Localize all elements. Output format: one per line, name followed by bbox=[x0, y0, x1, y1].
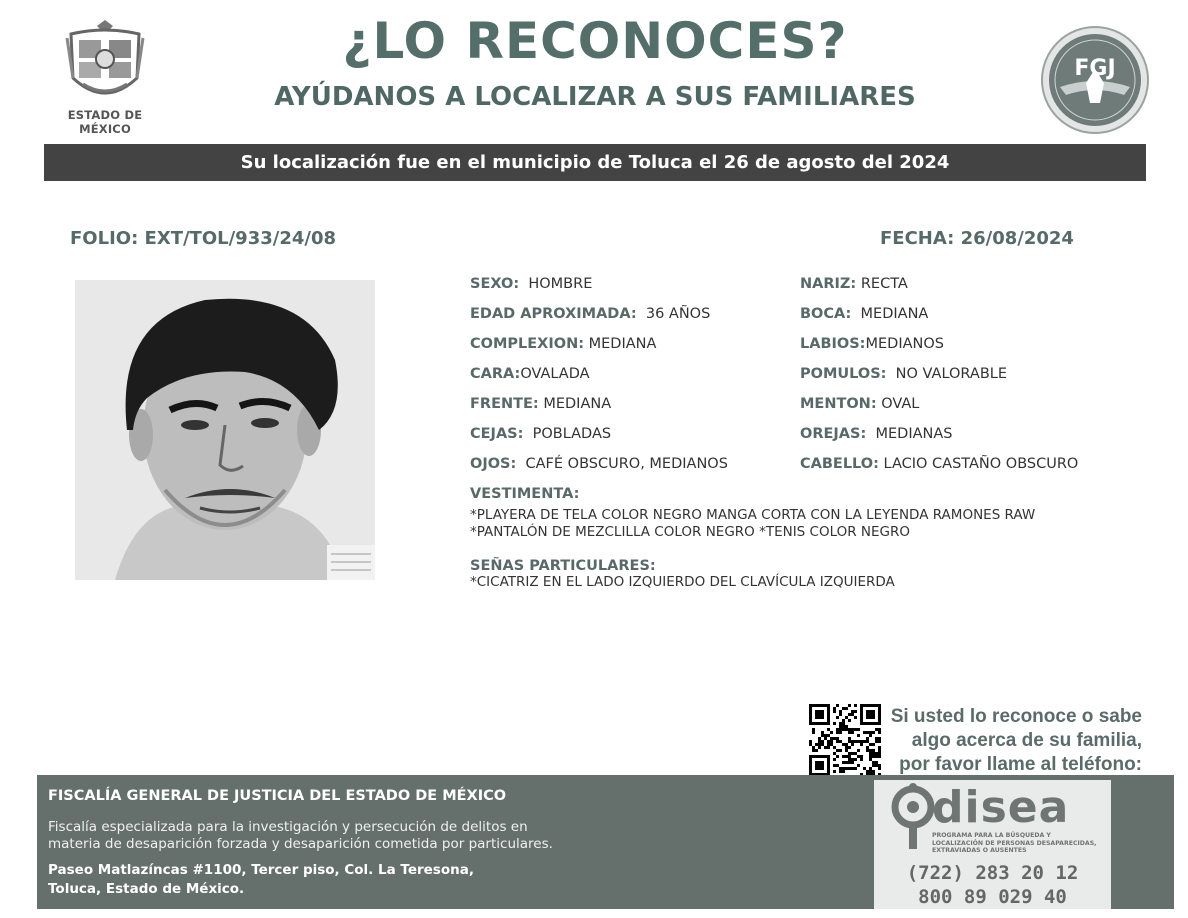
odisea-wordmark: disea bbox=[932, 782, 1070, 833]
footer bbox=[37, 775, 1174, 909]
footer-description-line-1: Fiscalía especializada para la investigación y persecución de delitos en bbox=[48, 819, 528, 835]
fgj-logo bbox=[1040, 25, 1150, 135]
detail-labios: LABIOS:MEDIANOS bbox=[800, 336, 944, 352]
state-caption: ESTADO DE MÉXICO bbox=[67, 108, 143, 136]
phone-number-1[interactable]: (722) 283 20 12 bbox=[906, 862, 1079, 884]
detail-nariz: NARIZ: RECTA bbox=[800, 276, 908, 292]
qr-code[interactable] bbox=[809, 704, 881, 776]
detail-ojos: OJOS: CAFÉ OBSCURO, MEDIANOS bbox=[470, 456, 728, 472]
odisea-logo-icon bbox=[891, 783, 935, 853]
footer-address-line-1: Paseo Matlazíncas #1100, Tercer piso, Col. La Teresona, bbox=[48, 862, 474, 878]
composite-portrait bbox=[75, 280, 375, 580]
call-line-3: por favor llame al teléfono: bbox=[899, 754, 1142, 775]
footer-address bbox=[48, 861, 474, 899]
footer-address-line-2: Toluca, Estado de México. bbox=[48, 881, 245, 897]
fgj-seal-icon bbox=[1040, 25, 1150, 135]
vestimenta-line-2: *PANTALÓN DE MEZCLILLA COLOR NEGRO *TENIS COLOR NEGRO bbox=[470, 524, 911, 540]
vestimenta-line-1: *PLAYERA DE TELA COLOR NEGRO MANGA CORTA CON LA LEYENDA RAMONES RAW bbox=[470, 507, 1036, 523]
folio-label: FOLIO: EXT/TOL/933/24/08 bbox=[70, 228, 337, 249]
detail-complexion: COMPLEXION: MEDIANA bbox=[470, 336, 657, 352]
call-line-1: Si usted lo reconoce o sabe bbox=[890, 706, 1142, 727]
estado-de-mexico-logo bbox=[40, 18, 170, 136]
detail-edad: EDAD APROXIMADA: 36 AÑOS bbox=[470, 306, 711, 322]
detail-sexo: SEXO: HOMBRE bbox=[470, 276, 593, 292]
detail-pomulos: POMULOS: NO VALORABLE bbox=[800, 366, 1008, 382]
phone-number-2[interactable]: 800 89 029 40 bbox=[918, 886, 1067, 908]
estado-de-mexico-coat-of-arms-icon bbox=[65, 18, 145, 104]
senas-title: SEÑAS PARTICULARES: bbox=[470, 558, 656, 574]
call-to-action bbox=[880, 705, 1142, 777]
fecha-label: FECHA: 26/08/2024 bbox=[880, 228, 1074, 249]
page-subtitle: AYÚDANOS A LOCALIZAR A SUS FAMILIARES bbox=[274, 82, 916, 112]
detail-cabello: CABELLO: LACIO CASTAÑO OBSCURO bbox=[800, 456, 1079, 472]
portrait-sketch bbox=[75, 280, 375, 580]
detail-frente: FRENTE: MEDIANA bbox=[470, 396, 612, 412]
detail-menton: MENTON: OVAL bbox=[800, 396, 920, 412]
page-title: ¿LO RECONOCES? bbox=[342, 12, 848, 70]
footer-description-line-2: materia de desaparición forzada y desaparición cometida por particulares. bbox=[48, 836, 553, 852]
call-line-2: algo acerca de su familia, bbox=[911, 730, 1142, 751]
vestimenta-title: VESTIMENTA: bbox=[470, 486, 580, 502]
footer-title: FISCALÍA GENERAL DE JUSTICIA DEL ESTADO DE MÉXICO bbox=[48, 788, 507, 804]
footer-description bbox=[48, 819, 553, 853]
senas-line: *CICATRIZ EN EL LADO IZQUIERDO DEL CLAVÍCULA IZQUIERDA bbox=[470, 574, 895, 590]
detail-orejas: OREJAS: MEDIANAS bbox=[800, 426, 953, 442]
fgj-logo-text: FGJ bbox=[1074, 56, 1116, 81]
location-banner: Su localización fue en el municipio de Toluca el 26 de agosto del 2024 bbox=[44, 144, 1146, 181]
detail-cara: CARA:OVALADA bbox=[470, 366, 590, 382]
odisea-contact-box bbox=[874, 780, 1111, 909]
detail-cejas: CEJAS: POBLADAS bbox=[470, 426, 612, 442]
vestimenta-lines bbox=[470, 507, 1035, 541]
detail-boca: BOCA: MEDIANA bbox=[800, 306, 929, 322]
odisea-tagline: PROGRAMA PARA LA BÚSQUEDA Y LOCALIZACIÓN DE PERSONAS DESAPARECIDAS, EXTRAVIADAS O AUSENTES bbox=[932, 832, 1097, 854]
qr-code-icon bbox=[809, 704, 881, 776]
